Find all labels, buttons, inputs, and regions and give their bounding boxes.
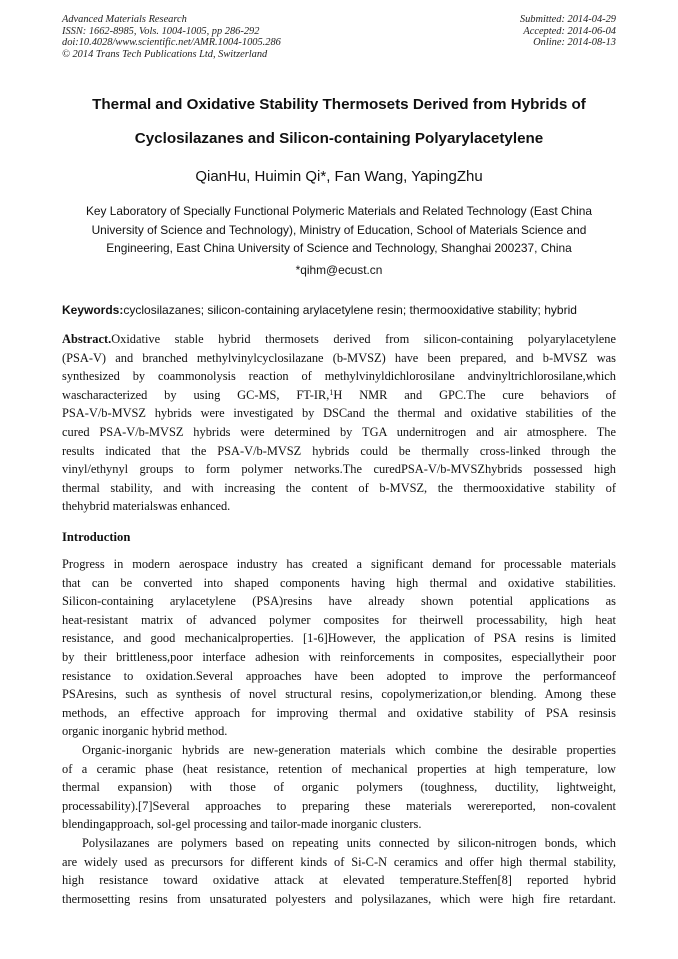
abstract-label: Abstract. xyxy=(62,332,112,346)
accepted-date: Accepted: 2014-06-04 xyxy=(523,25,616,37)
abstract xyxy=(62,330,616,516)
affiliation-line: University of Science and Technology), Ministry of Education, School of Materials Science and xyxy=(91,222,587,237)
intro-line: processability).[7]Several approaches to preparing these materials werereported, non-covalent xyxy=(62,798,616,813)
intro-line: Organic-inorganic hybrids are new-generation materials which combine the desirable properties xyxy=(82,742,616,757)
intro-line: resistance, and good mechanicalproperties. [1-6]However, the application of PSA resins is limited xyxy=(62,631,616,646)
introduction-body xyxy=(62,555,616,908)
keywords-label: Keywords: xyxy=(62,303,124,317)
abstract-line: vinyl/ethynyl groups to form polymer networks.The curedPSA-V/b-MVSZhybrids possessed high xyxy=(62,462,616,477)
affiliation-line: Engineering, East China University of Science and Technology, Shanghai 200237, China xyxy=(106,241,572,256)
intro-line: resistance to oxidation.Several approaches have been adopted to improve the performanceof xyxy=(62,668,616,683)
abstract-line: (PSA-V) and branched methylvinylcyclosilazane (b-MVSZ) have been prepared, and b-MVSZ was xyxy=(62,350,616,365)
intro-line: PSAresins, such as synthesis of novel structural resins, copolymerization,or blending. Among these xyxy=(62,687,616,702)
intro-line: methods, an effective approach for improving thermal and oxidative stability of PSA resinsis xyxy=(62,705,616,720)
journal-info xyxy=(62,14,281,60)
abstract-line: PSA-V/b-MVSZ hybrids were investigated by DSCand the thermal and oxidative stabilities of the xyxy=(62,406,616,421)
journal-copyright: © 2014 Trans Tech Publications Ltd, Switzerland xyxy=(62,48,268,60)
journal-doi[interactable]: doi:10.4028/www.scientific.net/AMR.1004-1005.286 xyxy=(62,37,281,49)
intro-line: organic inorganic hybrid method. xyxy=(62,724,228,739)
intro-line: Silicon-containing arylacetylene (PSA)resins have already shown potential applications as xyxy=(62,594,616,609)
journal-name: Advanced Materials Research xyxy=(62,14,187,25)
abstract-line: thermal stability, and with increasing the content of b-MVSZ, the thermooxidative stability of xyxy=(62,480,616,495)
intro-line: thermal expansion) with those of organic polymers (toughness, ductility, lightweight, xyxy=(62,780,616,795)
corresponding-email[interactable]: *qihm@ecust.cn xyxy=(295,263,383,277)
intro-line: thermosetting resins from unsaturated polyesters and polysilazanes, which were high fire retardant. xyxy=(62,891,616,906)
online-date: Online: 2014-08-13 xyxy=(533,37,616,49)
affiliation xyxy=(50,202,628,258)
intro-line: are widely used as precursors for different kinds of Si-C-N ceramics and offer high thermal stability, xyxy=(62,854,616,869)
abstract-line: synthesized by coammonolysis reaction of methylvinyldichlorosilane andvinyltrichlorosilane,which xyxy=(62,369,616,384)
paper-title xyxy=(40,88,638,156)
journal-issn: ISSN: 1662-8985, Vols. 1004-1005, pp 286-292 xyxy=(62,25,260,37)
intro-line: high resistance toward oxidative attack at elevated temperature.Steffen[8] reported hybrid xyxy=(62,873,616,888)
intro-line: by their brittleness,poor interface adhesion with reinforcements in composites, especiallytheir poor xyxy=(62,649,616,664)
intro-line: that can be converted into shaped components having high thermal and oxidative stabilities. xyxy=(62,575,616,590)
intro-line: Progress in modern aerospace industry has created a significant demand for processable materials xyxy=(62,557,616,571)
keywords xyxy=(62,302,622,318)
title-line: Thermal and Oxidative Stability Thermosets Derived from Hybrids of xyxy=(92,96,586,113)
intro-line: of a ceramic phase (heat resistance, retention of mechanical properties at high temperature, low xyxy=(62,761,616,776)
abstract-line: wascharacterized by using GC-MS, FT-IR,$^1$H NMR and GPC.The cure behaviors of xyxy=(62,387,616,402)
submitted-date: Submitted: 2014-04-29 xyxy=(519,14,616,25)
keywords-text: cyclosilazanes; silicon-containing arylacetylene resin; thermooxidative stability; hybrid xyxy=(123,303,577,317)
abstract-line: Abstract.Oxidative stable hybrid thermosets derived from silicon-containing polyarylacetylene xyxy=(62,332,616,346)
intro-line: heat-resistant matrix of advanced polymer composites for theirwell processability, high heat xyxy=(62,612,616,627)
author-list: QianHu, Huimin Qi*, Fan Wang, YapingZhu xyxy=(195,168,483,185)
abstract-line: thehybrid materialswas enhanced. xyxy=(62,499,231,514)
title-line: Cyclosilazanes and Silicon-containing Polyarylacetylene xyxy=(134,130,544,147)
intro-line: Polysilazanes are polymers based on repeating units connected by silicon-nitrogen bonds, which xyxy=(82,835,616,850)
submission-dates xyxy=(520,14,616,49)
introduction-heading: Introduction xyxy=(62,530,131,544)
abstract-line: cured PSA-V/b-MVSZ hybrids were determined by TGA undernitrogen and air atmosphere. The xyxy=(62,424,616,439)
intro-line: blendingapproach, sol-gel processing and tailor-made inorganic clusters. xyxy=(62,817,422,832)
affiliation-line: Key Laboratory of Specially Functional Polymeric Materials and Related Technology (East China xyxy=(85,204,593,218)
abstract-line: results indicated that the PSA-V/b-MVSZ hybrids could be thermally cross-linked through the xyxy=(62,443,616,458)
